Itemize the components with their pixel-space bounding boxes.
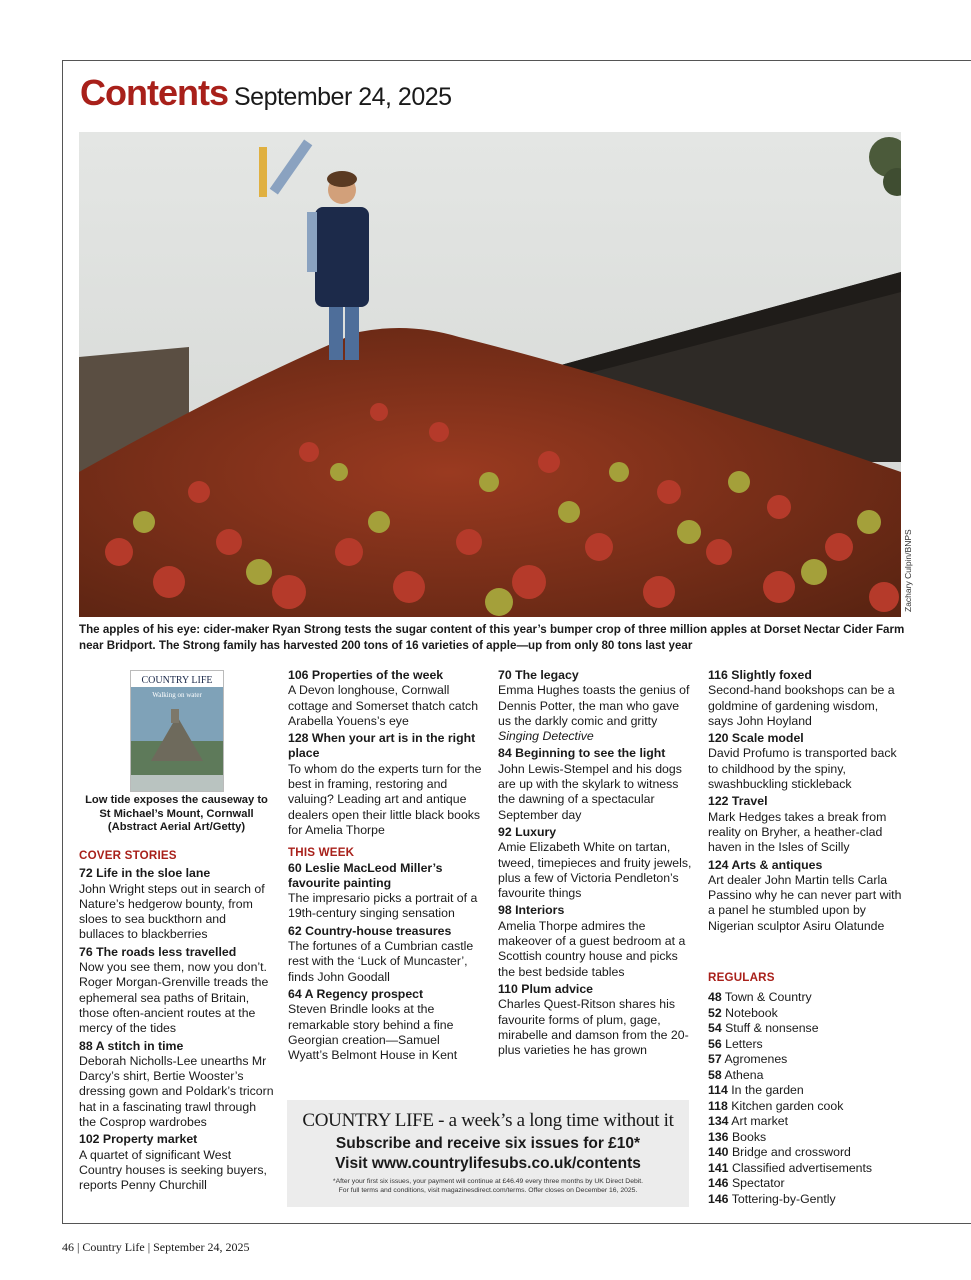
promo-link[interactable]: Visit www.countrylifesubs.co.uk/contents (335, 1155, 641, 1172)
cover-stories-label: COVER STORIES (79, 849, 177, 862)
contents-item[interactable]: 76 The roads less travelled Now you see them, now you don’t. Roger Morgan-Grenville treads the ephemeral sea paths of Britain, those often-ancient routes at the mercy of the tides (79, 944, 269, 1036)
regular-item[interactable]: 146 Tottering-by-Gently (708, 1191, 836, 1206)
regular-item[interactable]: 56 Letters (708, 1036, 763, 1051)
cover-caption: Low tide exposes the causeway to St Michael’s Mount, Cornwall (Abstract Aerial Art/Getty) (85, 794, 268, 833)
promo-headline: COUNTRY LIFE - a week’s a long time without it (302, 1110, 674, 1131)
contents-item[interactable]: 62 Country-house treasures The fortunes of a Cumbrian castle rest with the ‘Luck of Muncaster’, finds John Goodall (288, 923, 474, 984)
regular-item[interactable]: 52 Notebook (708, 1005, 778, 1020)
regular-item[interactable]: 114 In the garden (708, 1083, 804, 1098)
regular-item[interactable]: 118 Kitchen garden cook (708, 1098, 844, 1113)
contents-item[interactable]: 64 A Regency prospect Steven Brindle looks at the remarkable story behind a fine Georgian creation—Samuel Wyatt’s Belmont House in Kent (288, 986, 458, 1063)
contents-item[interactable]: 122 Travel Mark Hedges takes a break from reality on Bryher, a heather-clad haven in the Isles of Scilly (708, 794, 887, 855)
regular-item[interactable]: 134 Art market (708, 1114, 788, 1129)
contents-item[interactable]: 60 Leslie MacLeod Miller’s favourite painting The impresario picks a portrait of a 19th-century singing sensation (288, 860, 478, 921)
regular-item[interactable]: 136 Books (708, 1129, 767, 1144)
regulars-list (708, 970, 908, 1207)
column-four (708, 668, 904, 936)
column-two (288, 668, 482, 1065)
regular-item[interactable]: 146 Spectator (708, 1176, 785, 1191)
cover-masthead: COUNTRY LIFE (141, 675, 213, 686)
contents-item[interactable]: 116 Slightly foxed Second-hand bookshops can be a goldmine of gardening wisdom, says John Hoyland (708, 668, 895, 728)
this-week-label: THIS WEEK (288, 846, 355, 860)
regular-item[interactable]: 58 Athena (708, 1067, 764, 1082)
cover-coverline: Walking on water (152, 691, 202, 699)
page-title (80, 72, 452, 114)
contents-item[interactable]: 128 When your art is in the right place To whom do the experts turn for the best in framing, restoring and valuing? Leading art and antique dealers open their little black books for Amelia Thorpe (288, 731, 482, 837)
contents-item[interactable]: 106 Properties of the week A Devon longhouse, Cornwall cottage and Somerset thatch catch Arabella Youens’s eye (288, 668, 479, 728)
subscription-promo[interactable] (287, 1100, 689, 1207)
contents-item[interactable]: 72 Life in the sloe lane John Wright steps out in search of Nature’s hedgerow bounty, from sloes to sea buckthorn and bullaces to blackberries (79, 866, 265, 942)
photo-caption: The apples of his eye: cider-maker Ryan Strong tests the sugar content of this year’s bumper crop of three million apples at Dorset Nectar Cider Farm near Bridport. The Strong family has harvested 200 tons of 16 varieties of apple—up from only 80 tons last year (79, 623, 905, 652)
promo-terms: *After your first six issues, your payment will continue at £46.49 every three months by UK Direct Debit. For full terms and conditions, visit magazinesdirect.com/terms. Offer closes on December 16, 2025. (332, 1178, 644, 1194)
hero-photo (79, 132, 901, 617)
contents-item[interactable]: 124 Arts & antiques Art dealer John Martin tells Carla Passino why he can never part with a panel he stumbled upon by Nigerian sculptor Asiru Olatunde (708, 857, 902, 933)
issue-date: September 24, 2025 (234, 83, 452, 111)
contents-item[interactable]: 84 Beginning to see the light John Lewis-Stempel and his dogs are up with the skylark to witness the dawning of a spectacular September day (498, 746, 682, 822)
contents-item[interactable]: 98 Interiors Amelia Thorpe admires the makeover of a guest bedroom at a Scottish country house and picks the best bedside tables (498, 903, 686, 979)
contents-item[interactable]: 92 Luxury Amie Elizabeth White on tartan, tweed, timepieces and fruity jewels, plus a few of Victoria Pendleton’s favourite things (498, 824, 692, 901)
column-three (498, 668, 692, 1060)
contents-item[interactable]: 70 The legacy Emma Hughes toasts the genius of Dennis Potter, the man who gave us the darkly comic and gritty Singing Detective (498, 668, 690, 744)
contents-item[interactable]: 120 Scale model David Profumo is transported back to childhood by the spiny, swashbuckling stickleback (708, 731, 897, 792)
contents-heading: Contents (80, 72, 228, 113)
regular-item[interactable]: 141 Classified advertisements (708, 1160, 873, 1175)
apple-pile-photo (79, 132, 901, 617)
contents-item[interactable]: 110 Plum advice Charles Quest-Ritson shares his favourite forms of plum, gage, mirabelle and damson from the 20-plus varieties he has grown (498, 981, 689, 1058)
photo-credit: Zachary Culpin/BNPS (903, 529, 913, 612)
promo-offer: Subscribe and receive six issues for £10* (335, 1135, 641, 1152)
magazine-cover-image (131, 671, 223, 791)
contents-item[interactable]: 88 A stitch in time Deborah Nicholls-Lee unearths Mr Darcy’s shirt, Bertie Wooster’s dressing gown and Poldark’s tricorn hat in a fascinating trawl through the Cosprop wardrobes (79, 1038, 274, 1130)
page-footer: 46 | Country Life | September 24, 2025 (62, 1240, 250, 1254)
regular-item[interactable]: 48 Town & Country (708, 990, 812, 1005)
regulars-label: REGULARS (708, 971, 775, 984)
contents-item[interactable]: 102 Property market A quartet of significant West Country houses is seeking buyers, reports Penny Churchill (79, 1132, 267, 1193)
column-cover-stories (79, 848, 274, 1196)
regular-item[interactable]: 54 Stuff & nonsense (708, 1021, 819, 1036)
cover-thumbnail (130, 670, 224, 792)
regular-item[interactable]: 57 Agromenes (708, 1052, 788, 1067)
regular-item[interactable]: 140 Bridge and crossword (708, 1145, 851, 1160)
